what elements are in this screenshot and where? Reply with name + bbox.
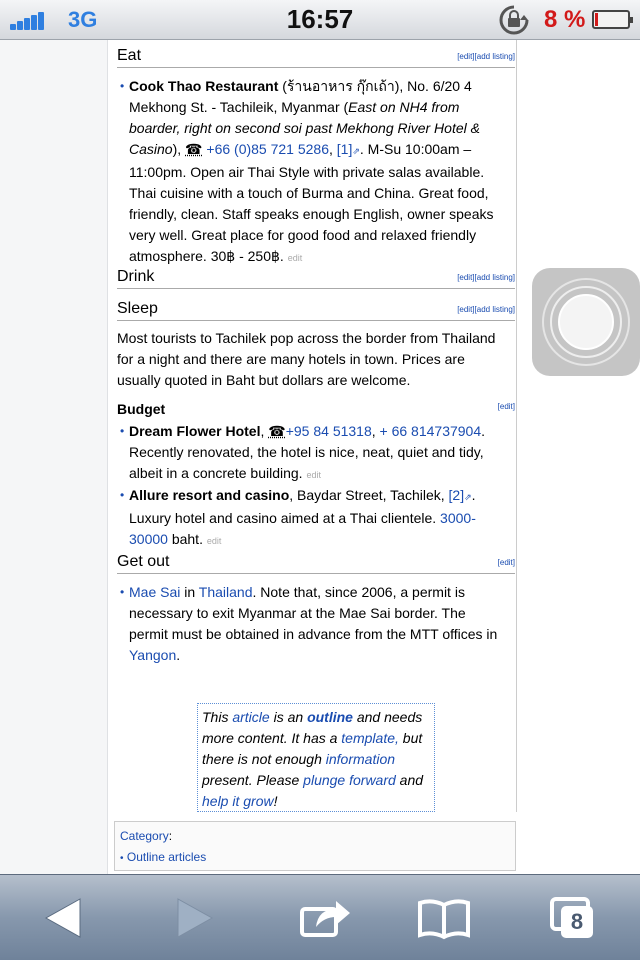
- external-link-icon: ⇗: [464, 492, 472, 502]
- listing-name: Dream Flower Hotel: [129, 423, 261, 439]
- notice-text: more content. It has a: [202, 730, 342, 746]
- edit-link[interactable]: [edit]: [497, 558, 515, 567]
- listing-text: .: [481, 423, 486, 439]
- tabs-count: 8: [570, 909, 584, 934]
- text-line: Most tourists to Tachilek pop across the border from Thailand: [117, 330, 496, 346]
- listing-text: albeit in a concrete building.: [129, 465, 303, 481]
- edit-add-listing-link[interactable]: [edit][add listing]: [457, 273, 515, 282]
- listing-text: .: [176, 647, 181, 663]
- external-link-icon: ⇗: [352, 146, 360, 156]
- notice-text: and: [395, 772, 424, 788]
- category-outline-articles-link[interactable]: Outline articles: [126, 850, 207, 864]
- listing-text: in: [180, 584, 199, 600]
- listing-directions: boarder, right on second soi past Mekhong River Hotel &: [129, 120, 480, 136]
- information-link[interactable]: information: [325, 751, 396, 767]
- template-link[interactable]: template,: [341, 730, 399, 746]
- section-heading-getout: [117, 548, 515, 574]
- listing-text: necessary to exit Myanmar at the Mae Sai border. The: [129, 605, 466, 621]
- listing-name: Allure resort and casino: [129, 487, 290, 503]
- edit-link[interactable]: edit: [306, 470, 321, 480]
- paragraph: [117, 328, 517, 391]
- tabs-button[interactable]: [546, 893, 606, 943]
- listing-text: , Baydar Street, Tachilek,: [289, 487, 449, 503]
- notice-text: but: [398, 730, 423, 746]
- assistive-touch-button[interactable]: [532, 268, 640, 376]
- list-item: [129, 421, 513, 486]
- listing-text: .: [471, 487, 476, 503]
- clock: 16:57: [286, 4, 354, 34]
- phone-icon: ☎: [185, 141, 203, 157]
- battery-percent: 8 %: [544, 6, 586, 33]
- heading-text: Drink: [117, 268, 155, 285]
- category-colon: :: [168, 829, 173, 843]
- text-line: usually quoted in Baht but dollars are welcome.: [117, 372, 411, 388]
- list-item: [129, 76, 513, 269]
- external-link[interactable]: [2]: [448, 487, 465, 503]
- edit-link[interactable]: edit: [206, 536, 222, 546]
- notice-text: !: [273, 793, 278, 809]
- section-heading-eat: [117, 42, 515, 68]
- phone-link[interactable]: +95 84 51318: [285, 423, 372, 439]
- network-type: 3G: [68, 7, 98, 32]
- listing-text: very well. Great place for good food and relaxed friendly: [129, 227, 477, 243]
- heading-text: Sleep: [117, 300, 158, 317]
- edit-link[interactable]: [edit]: [497, 402, 515, 411]
- edit-link[interactable]: edit: [287, 253, 303, 263]
- listing-text: ,: [329, 141, 337, 157]
- listing-text: ,: [371, 423, 380, 439]
- sidebar-column: [516, 40, 640, 812]
- battery-icon: [592, 10, 630, 29]
- status-bar: [0, 0, 640, 40]
- outline-notice: [197, 703, 435, 812]
- listing-text: atmosphere. 30฿ - 250฿.: [129, 248, 284, 264]
- listing-text: friendly, clean. Staff speaks enough English, owner speaks: [129, 206, 494, 222]
- edit-add-listing-link[interactable]: [edit][add listing]: [457, 52, 515, 61]
- forward-arrow-icon[interactable]: [164, 893, 224, 943]
- heading-text: Get out: [117, 553, 170, 570]
- notice-text: and needs: [352, 709, 423, 725]
- heading-text: Budget: [117, 401, 166, 417]
- section-heading-drink: [117, 263, 515, 289]
- notice-text: there is not enough: [202, 751, 326, 767]
- listing-text: 11:00pm. Open air Thai Style with private salas available.: [129, 164, 485, 180]
- listing-text: (ร้านอาหาร กุ๊กเถ้า), No. 6/20 4: [278, 78, 472, 94]
- listing-directions: Casino: [129, 141, 173, 157]
- rotation-lock-icon: [498, 4, 530, 36]
- list-item: [129, 485, 513, 552]
- place-link-mae-sai[interactable]: Mae Sai: [129, 584, 181, 600]
- listing-text: Thai cuisine with a touch of Burma and China. Great food,: [129, 185, 489, 201]
- text-line: for a night and there are many hotels in town. Prices are: [117, 351, 465, 367]
- listing-text: Luxury hotel and casino aimed at a Thai clientele.: [129, 510, 441, 526]
- share-icon[interactable]: [296, 893, 356, 943]
- phone-link[interactable]: + 66 814737904: [379, 423, 482, 439]
- article-link[interactable]: article: [232, 709, 270, 725]
- listing-name: Cook Thao Restaurant: [129, 78, 279, 94]
- external-link[interactable]: [1]: [336, 141, 353, 157]
- category-box: [114, 821, 516, 871]
- listing-text: . Note that, since 2006, a permit is: [252, 584, 465, 600]
- subsection-heading-budget: [117, 397, 515, 417]
- listing-text: Mekhong St. - Tachileik, Myanmar (: [129, 99, 349, 115]
- listing-text: permit must be obtained in advance from the MTT offices in: [129, 626, 498, 642]
- listing-text: Recently renovated, the hotel is nice, neat, quiet and tidy,: [129, 444, 484, 460]
- heading-text: Eat: [117, 47, 142, 64]
- safari-toolbar: [0, 874, 640, 960]
- notice-text: This: [202, 709, 233, 725]
- section-heading-sleep: [117, 295, 515, 321]
- notice-text: is an: [269, 709, 308, 725]
- listing-text: ,: [260, 423, 269, 439]
- help-it-grow-link[interactable]: help it grow: [202, 793, 274, 809]
- list-item: [129, 582, 513, 666]
- listing-text: . M-Su 10:00am –: [359, 141, 472, 157]
- edit-add-listing-link[interactable]: [edit][add listing]: [457, 305, 515, 314]
- notice-text: present. Please: [202, 772, 304, 788]
- category-link[interactable]: Category: [120, 829, 169, 843]
- bookmarks-icon[interactable]: [414, 893, 474, 943]
- listing-text: baht.: [167, 531, 203, 547]
- left-margin: [0, 40, 108, 874]
- phone-icon: ☎: [268, 423, 286, 439]
- back-arrow-icon[interactable]: [34, 893, 94, 943]
- place-link-yangon[interactable]: Yangon: [129, 647, 177, 663]
- listing-text: ),: [172, 141, 186, 157]
- web-content[interactable]: [0, 40, 640, 874]
- outline-link[interactable]: outline: [307, 709, 353, 725]
- bullet: •: [120, 853, 124, 864]
- price-link[interactable]: 3000-: [440, 510, 476, 526]
- price-link[interactable]: 30000: [129, 531, 168, 547]
- plunge-forward-link[interactable]: plunge forward: [303, 772, 396, 788]
- listing-directions: East on NH4 from: [348, 99, 460, 115]
- place-link-thailand[interactable]: Thailand: [198, 584, 253, 600]
- phone-link[interactable]: +66 (0)85 721 5286: [206, 141, 329, 157]
